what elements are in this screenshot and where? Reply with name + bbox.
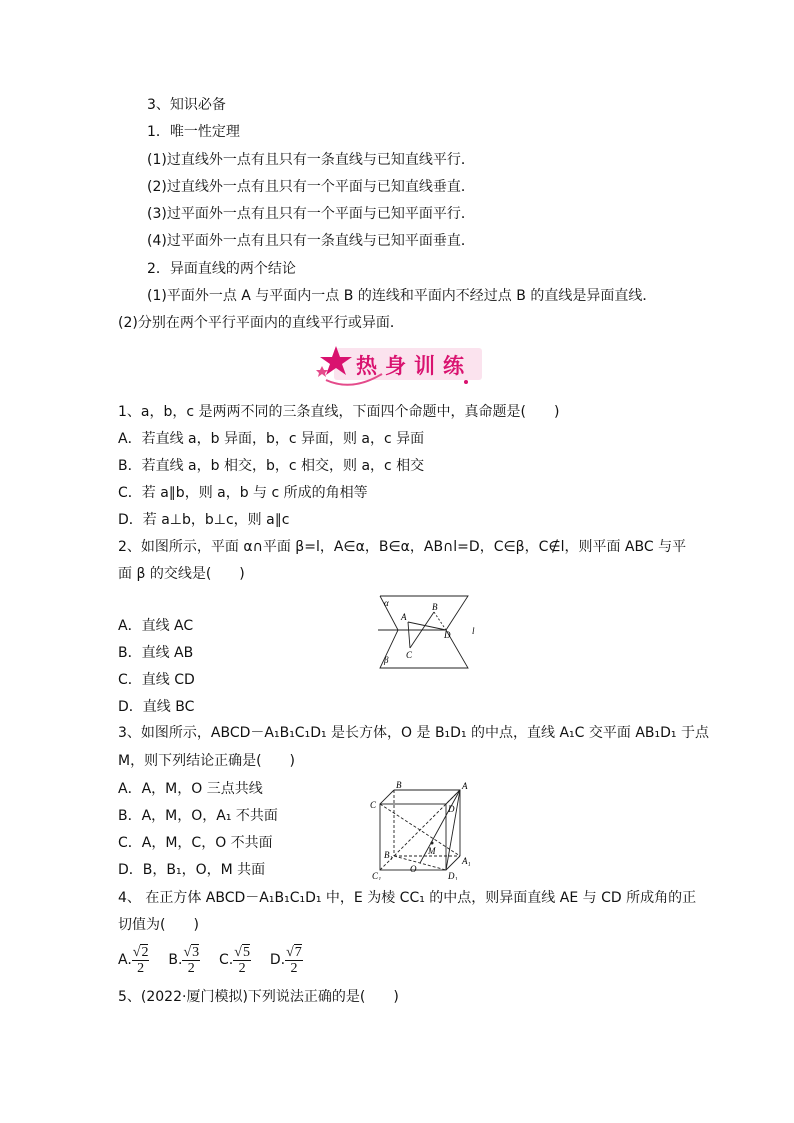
box-figure [366, 780, 478, 880]
q2-option-a: A．直线 AC [118, 618, 194, 634]
q2-option-c: C．直线 CD [118, 672, 195, 688]
warmup-banner [312, 344, 484, 386]
q3-option-a: A．A，M，O 三点共线 [118, 781, 263, 797]
label-B: B [432, 602, 438, 612]
q2-option-d: D．直线 BC [118, 699, 195, 715]
label-l: l [472, 626, 475, 636]
label-B: B [396, 780, 402, 790]
label-C: C [370, 800, 377, 810]
q4-option-c: C. $\frac{√5}{2}$ [219, 944, 250, 976]
label-B1: B₁ [384, 850, 393, 860]
q2-stem-line-2: 面 β 的交线是( ) [118, 566, 245, 582]
q1-option-b: B．若直线 a，b 相交，b，c 相交，则 a，c 相交 [118, 458, 425, 474]
q4-stem-line-1: 4、 在正方体 ABCD－A₁B₁C₁D₁ 中，E 为棱 CC₁ 的中点，则异面直线 AE 与 CD 所成角的正 [118, 890, 697, 906]
label-beta: β [384, 655, 389, 665]
q4-option-d: D. $\frac{√7}{2}$ [269, 944, 302, 976]
q3-stem-line-1: 3、如图所示，ABCD－A₁B₁C₁D₁ 是长方体，O 是 B₁D₁ 的中点，直线 A₁C 交平面 AB₁D₁ 于点 [118, 725, 709, 741]
q1-option-d: D．若 a⊥b，b⊥c，则 a∥c [118, 512, 290, 528]
q1-stem: 1、a，b，c 是两两不同的三条直线，下面四个命题中，真命题是( ) [118, 404, 560, 420]
label-O: O [410, 864, 417, 874]
banner-title: 热身训练 [356, 354, 472, 378]
uniqueness-item-4: (4)过平面外一点有且只有一条直线与已知平面垂直． [147, 233, 475, 249]
label-C1: C₁ [372, 871, 382, 880]
label-D1: D₁ [448, 871, 458, 880]
q2-option-b: B．直线 AB [118, 645, 194, 661]
skew-item-1: (1)平面外一点 A 与平面内一点 B 的连线和平面内不经过点 B 的直线是异面直线． [147, 288, 657, 304]
label-D: D [444, 630, 451, 640]
skew-item-2: (2)分别在两个平行平面内的直线平行或异面． [118, 315, 404, 331]
uniqueness-item-2: (2)过直线外一点有且只有一个平面与已知直线垂直． [147, 179, 475, 195]
label-A: A [462, 781, 468, 791]
q3-stem-line-2: M，则下列结论正确是( ) [118, 753, 296, 769]
q3-option-d: D．B，B₁，O，M 共面 [118, 862, 266, 878]
uniqueness-item-3: (3)过平面外一点有且只有一个平面与已知平面平行． [147, 206, 475, 222]
skew-title: 2．异面直线的两个结论 [147, 261, 296, 277]
uniqueness-title: 1．唯一性定理 [147, 124, 240, 140]
label-M: M [428, 846, 436, 856]
q4-options [118, 943, 303, 977]
q3-option-b: B．A，M，O，A₁ 不共面 [118, 808, 278, 824]
q4-option-a: A. $\frac{√2}{2}$ [118, 944, 149, 976]
label-D: D [448, 804, 455, 814]
planes-figure [368, 592, 488, 670]
q5-stem: 5、(2022·厦门模拟)下列说法正确的是( ) [118, 989, 399, 1005]
q2-stem-line-1: 2、如图所示，平面 α∩平面 β=l，A∈α，B∈α，AB∩l=D，C∈β，C∉l，则平面 ABC 与平 [118, 539, 687, 555]
q1-option-c: C．若 a∥b，则 a，b 与 c 所成的角相等 [118, 485, 368, 501]
q3-option-c: C．A，M，C，O 不共面 [118, 835, 273, 851]
q4-stem-line-2: 切值为( ) [118, 917, 199, 933]
label-A: A [401, 612, 407, 622]
label-A1: A₁ [462, 856, 471, 866]
q1-option-a: A．若直线 a，b 异面，b，c 异面，则 a，c 异面 [118, 431, 425, 447]
label-C: C [406, 650, 413, 660]
label-alpha: α [384, 598, 389, 608]
section-heading: 3、知识必备 [147, 97, 226, 113]
q4-option-b: B. $\frac{√3}{2}$ [168, 944, 200, 976]
uniqueness-item-1: (1)过直线外一点有且只有一条直线与已知直线平行． [147, 152, 475, 168]
